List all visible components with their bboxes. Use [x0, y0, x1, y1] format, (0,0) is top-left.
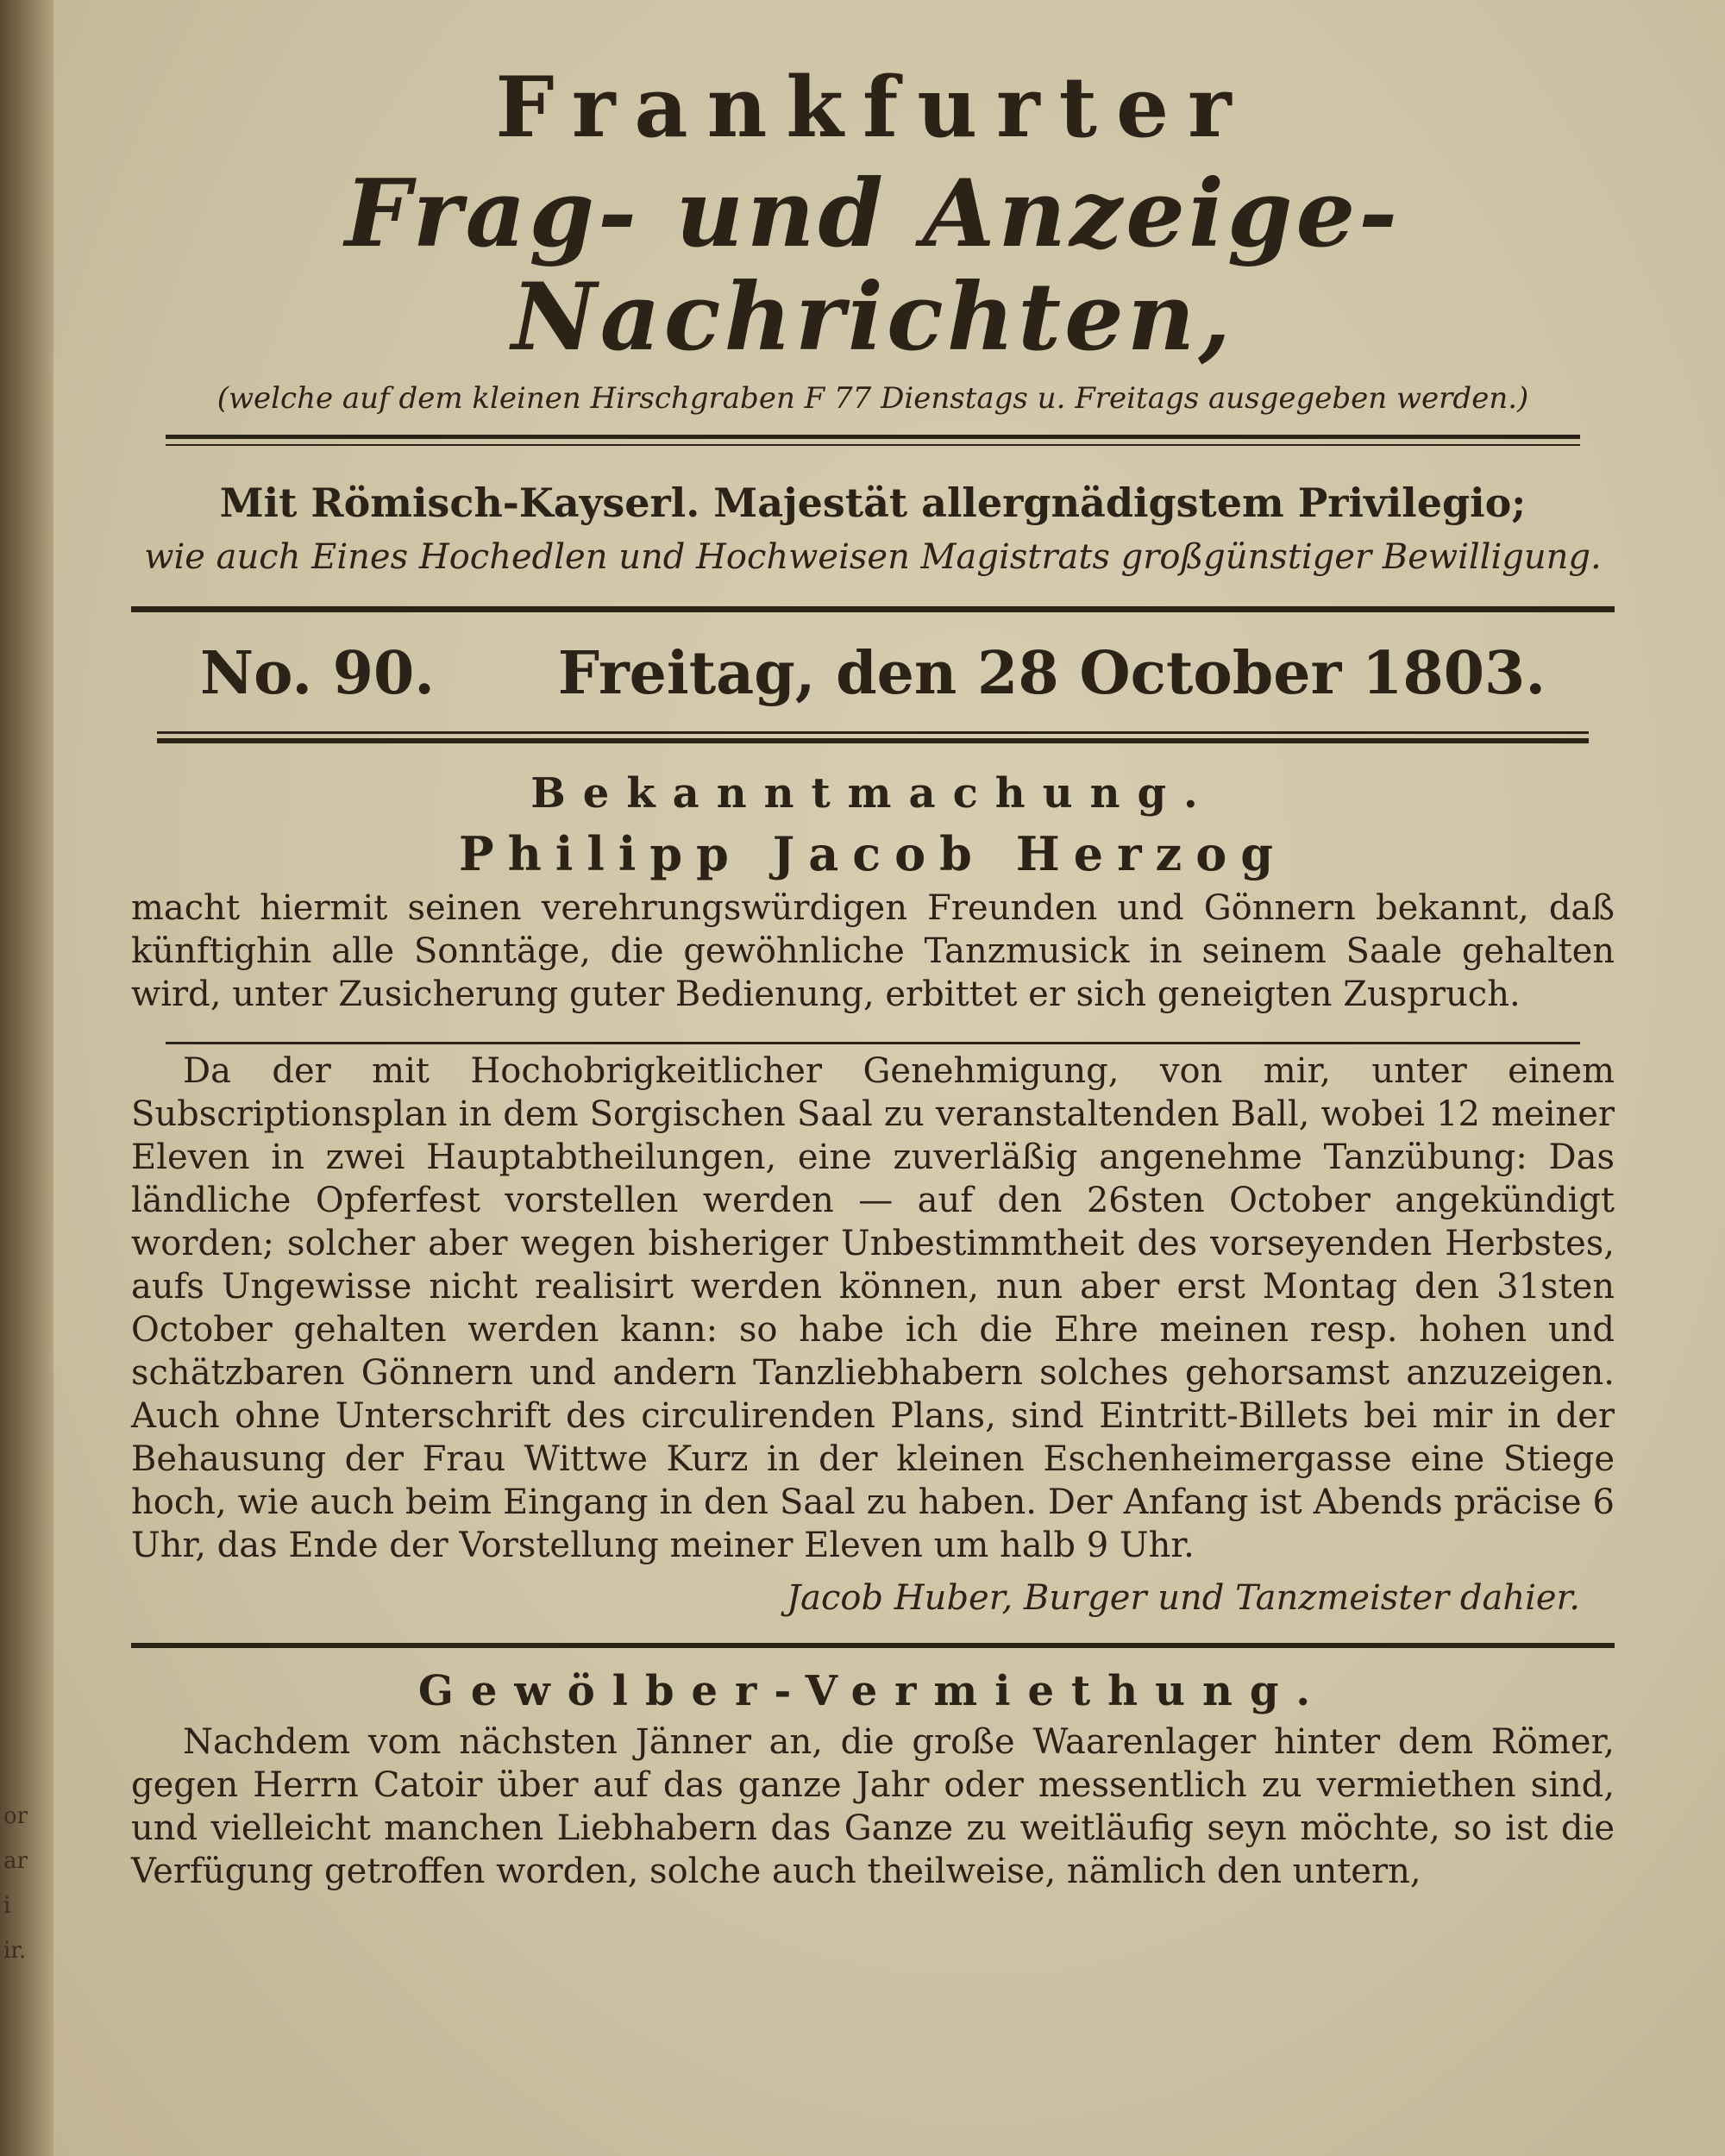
masthead-title-line1: Frankfurter — [495, 59, 1251, 156]
binding-mark: ir. — [3, 1938, 27, 1964]
privilege-line1: Mit Römisch-Kayserl. Majestät allergnädigstem Privilegio; — [219, 479, 1527, 526]
issue-number: No. 90. — [200, 639, 435, 708]
divider — [166, 435, 1580, 446]
binding-mark: ar — [3, 1848, 28, 1874]
binding-mark: i — [3, 1893, 11, 1919]
masthead-title-line2: Frag- und Anzeige-Nachrichten, — [344, 160, 1402, 372]
notice2-text: Da der mit Hochobrigkeitlicher Genehmigung, von mir, unter einem Subscriptionsplan in dem Sorgischen Saal zu veranstaltenden Ball, wobei 12 meiner Eleven in zwei Hauptabtheilungen, eine zuverläßig angenehme Tanzübung: Das ländliche Opferfest vorstellen werden — auf den 26sten October angekündigt worden; solcher aber wegen bisheriger Unbestimmtheit des vorseyenden Herbstes, aufs Ungewisse nicht realisirt werden können, nun aber erst Montag den 31sten October gehalten werden kann: so habe ich die Ehre meinen resp. hohen und schätzbaren Gönnern und andern Tanzliebhabern solches gehorsamst anzuzeigen. Auch ohne Unterschrift des circulirenden Plans, sind Eintritt-Billets bei mir in der Behausung der Frau Wittwe Kurz in der kleinen Eschenheimergasse eine Stiege hoch, wie auch beim Eingang in den Saal zu haben. Der Anfang ist Abends präcise 6 Uhr, das Ende der Vorstellung meiner Eleven um halb 9 Uhr. — [131, 1051, 1615, 1565]
newspaper-page — [53, 0, 1725, 2156]
notice1-text: macht hiermit seinen verehrungswürdigen Freunden und Gönnern bekannt, daß künftighin alle Sonntäge, die gewöhnliche Tanzmusick in seinem Saale gehalten wird, unter Zusicherung guter Bedienung, erbittet er sich geneigten Zuspruch. — [131, 888, 1615, 1014]
divider — [157, 731, 1589, 743]
binding-mark: or — [3, 1803, 28, 1829]
divider — [131, 1643, 1615, 1648]
notice2-signature: Jacob Huber, Burger und Tanzmeister dahier. — [787, 1578, 1580, 1618]
book-binding-edge — [0, 0, 53, 2156]
masthead-subline: (welche auf dem kleinen Hirschgraben F 77 Dienstags u. Freitags ausgegeben werden.) — [216, 381, 1529, 416]
page-content — [131, 60, 1615, 1893]
issue-dateline — [200, 636, 1546, 711]
divider — [166, 1042, 1580, 1044]
notice3-heading: Gewölber-Vermiethung. — [417, 1667, 1328, 1715]
binding-margin-marks — [3, 1794, 38, 1973]
privilege-line2: wie auch Eines Hochedlen und Hochweisen Magistrats großgünstiger Bewilligung. — [144, 537, 1602, 577]
notice1-heading: Bekanntmachung. — [530, 769, 1215, 818]
notice1-name: Philipp Jacob Herzog — [459, 826, 1287, 881]
notice3-text: Nachdem vom nächsten Jänner an, die große Waarenlager hinter dem Römer, gegen Herrn Catoir über auf das ganze Jahr oder messentlich zu vermiethen sind, und vielleicht manchen Liebhabern das Ganze zu weitläufig seyn möchte, so ist die Verfügung getroffen worden, solche auch theilweise, nämlich den untern, — [131, 1722, 1615, 1891]
divider — [131, 606, 1615, 612]
issue-date: Freitag, den 28 October 1803. — [557, 639, 1546, 708]
